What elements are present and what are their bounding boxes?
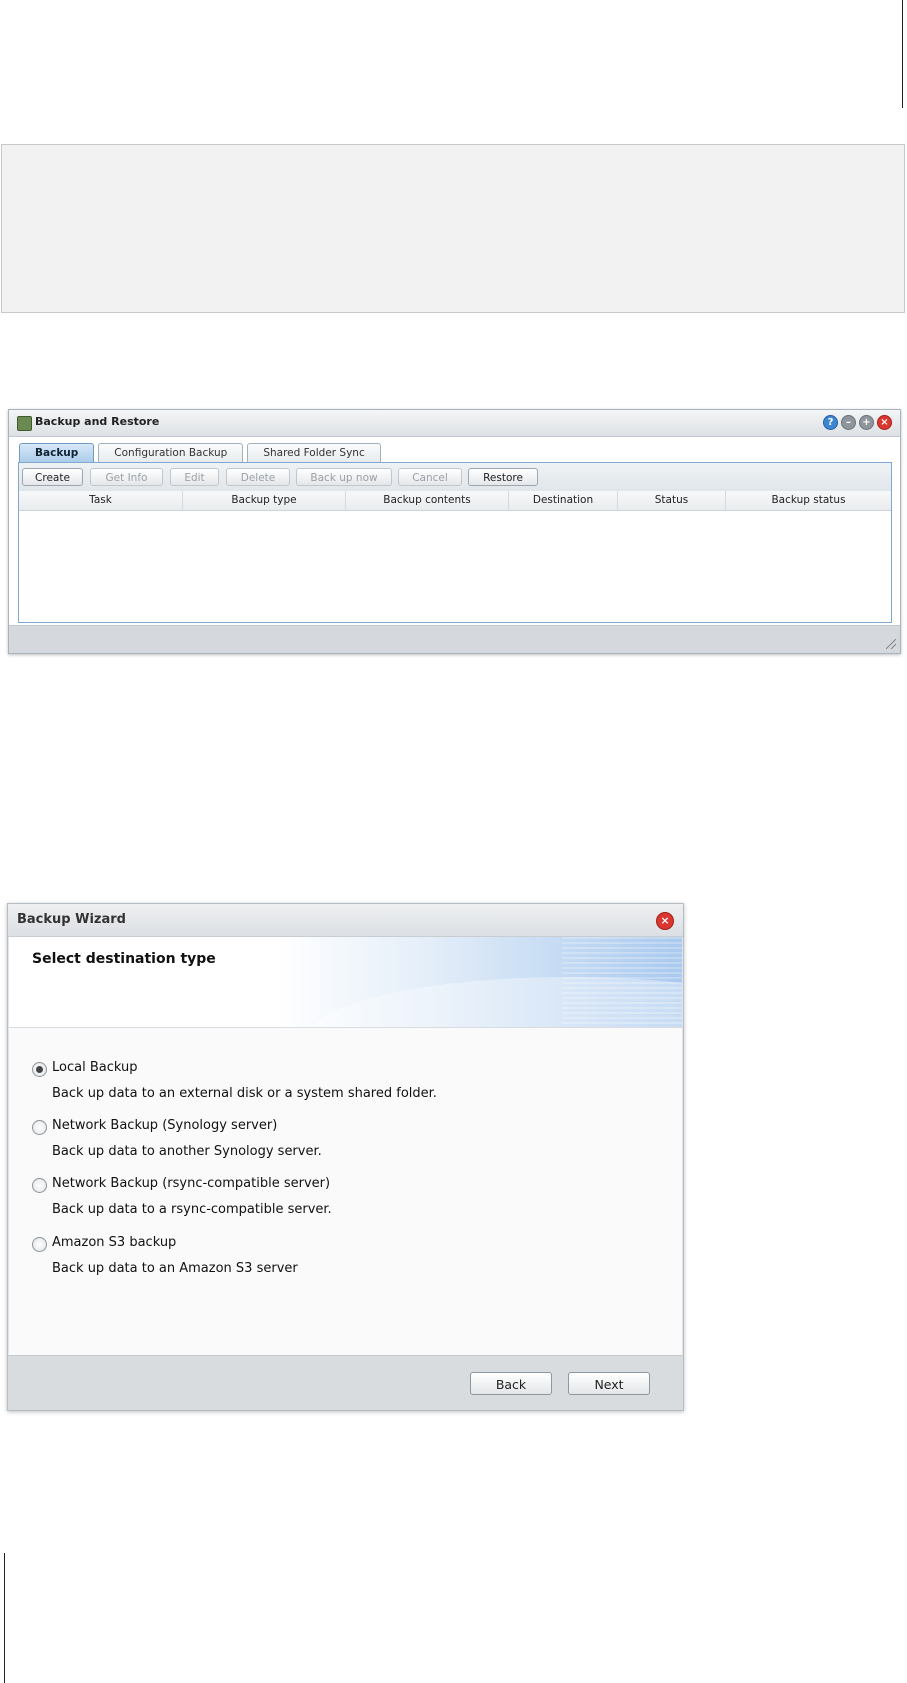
- wizard-title-bar: [8, 904, 683, 937]
- wizard-banner: [9, 937, 682, 1028]
- option-description: Back up data to a rsync-compatible server.: [52, 1202, 332, 1217]
- tab-bar: [19, 443, 381, 463]
- option-label[interactable]: Local Backup: [52, 1060, 138, 1075]
- option-label[interactable]: Amazon S3 backup: [52, 1235, 177, 1250]
- backup-task-panel: [18, 462, 892, 623]
- back-button[interactable]: Back: [470, 1372, 552, 1395]
- help-icon[interactable]: ?: [823, 415, 838, 430]
- column-backup-type[interactable]: Backup type: [183, 491, 346, 510]
- next-button[interactable]: Next: [568, 1372, 650, 1395]
- restore-button[interactable]: Restore: [468, 468, 538, 486]
- column-backup-status[interactable]: Backup status: [771, 494, 846, 506]
- get-info-button[interactable]: Get Info: [90, 468, 163, 486]
- radio-network-backup-rsync[interactable]: [32, 1178, 47, 1193]
- minimize-icon[interactable]: –: [841, 415, 856, 430]
- status-bar: [9, 625, 900, 653]
- close-icon[interactable]: ×: [656, 912, 674, 930]
- option-description: Back up data to another Synology server.: [52, 1144, 322, 1159]
- column-backup-contents[interactable]: Backup contents: [346, 491, 509, 510]
- tab-configuration-backup[interactable]: Configuration Backup: [98, 443, 243, 463]
- wizard-step-heading: Select destination type: [32, 951, 216, 967]
- wizard-footer: [8, 1355, 683, 1410]
- task-table-header: [19, 491, 891, 511]
- option-label[interactable]: Network Backup (Synology server): [52, 1118, 278, 1133]
- option-description: Back up data to an external disk or a system shared folder.: [52, 1086, 437, 1101]
- column-status[interactable]: Status: [618, 491, 726, 510]
- backup-app-icon: [17, 416, 32, 431]
- create-button[interactable]: Create: [22, 468, 83, 486]
- window-title: Backup and Restore: [35, 415, 160, 428]
- backup-and-restore-window: [8, 409, 901, 654]
- cancel-button[interactable]: Cancel: [398, 468, 462, 486]
- page-margin-rule: [4, 1553, 5, 1683]
- radio-local-backup[interactable]: [32, 1062, 47, 1077]
- destination-type-options: [9, 1028, 682, 1355]
- radio-amazon-s3-backup[interactable]: [32, 1237, 47, 1252]
- option-description: Back up data to an Amazon S3 server: [52, 1261, 298, 1276]
- close-icon[interactable]: ×: [877, 415, 892, 430]
- maximize-icon[interactable]: +: [859, 415, 874, 430]
- wizard-title: Backup Wizard: [17, 912, 126, 927]
- option-label[interactable]: Network Backup (rsync-compatible server): [52, 1176, 331, 1191]
- column-task[interactable]: Task: [19, 491, 183, 510]
- page-margin-rule: [902, 0, 903, 108]
- edit-button[interactable]: Edit: [170, 468, 219, 486]
- window-title-bar: [9, 410, 900, 437]
- resize-grip-icon[interactable]: [886, 639, 896, 649]
- note-box: [1, 144, 905, 313]
- backup-wizard-window: [7, 903, 684, 1411]
- radio-network-backup-synology[interactable]: [32, 1120, 47, 1135]
- delete-button[interactable]: Delete: [226, 468, 290, 486]
- back-up-now-button[interactable]: Back up now: [296, 468, 392, 486]
- column-destination[interactable]: Destination: [509, 491, 618, 510]
- toolbar: [19, 463, 891, 492]
- tab-backup[interactable]: Backup: [19, 443, 94, 463]
- tab-shared-folder-sync[interactable]: Shared Folder Sync: [247, 443, 380, 463]
